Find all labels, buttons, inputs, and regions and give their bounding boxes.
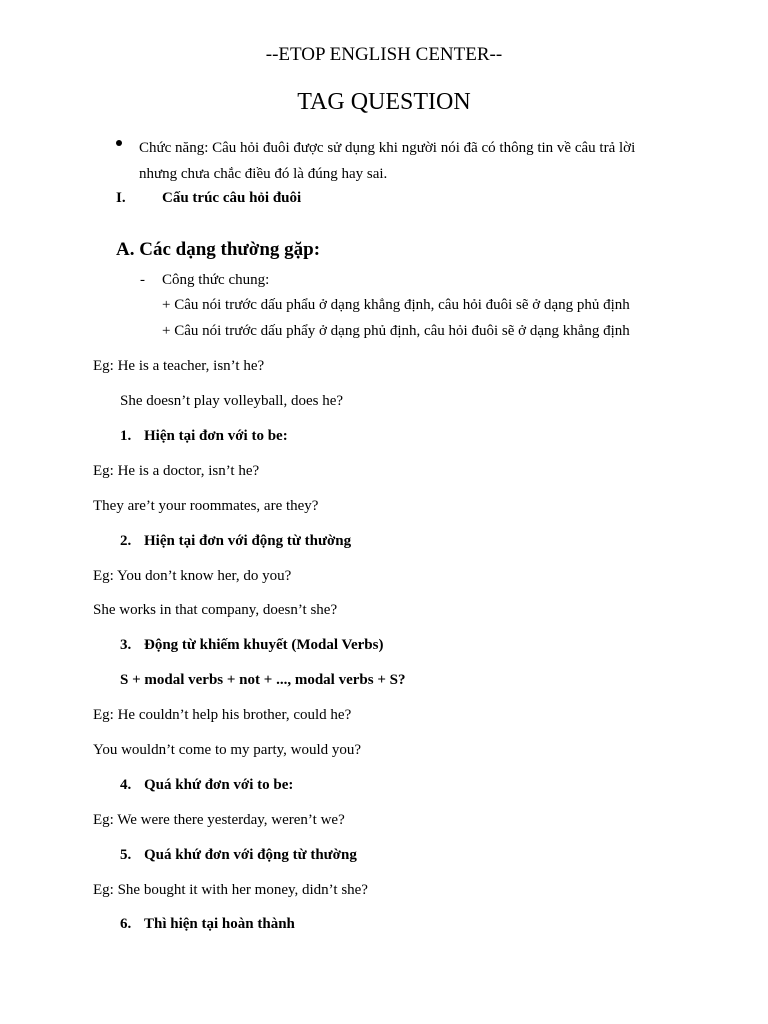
item-title: Quá khứ đơn với to be:	[144, 777, 294, 793]
example-line: Eg: You don’t know her, do you?	[93, 568, 292, 584]
intro-line-2: nhưng chưa chắc điều đó là đúng hay sai.	[139, 166, 388, 182]
item-number: 4.	[120, 777, 132, 793]
dash-marker: -	[140, 272, 145, 288]
example-general-1: Eg: He is a teacher, isn’t he?	[93, 358, 265, 374]
example-line: Eg: We were there yesterday, weren’t we?	[93, 812, 345, 828]
example-line: Eg: He is a doctor, isn’t he?	[93, 463, 260, 479]
rule-negative: + Câu nói trước dấu phẩy ở dạng phủ định, câu hỏi đuôi sẽ ở dạng khẳng định	[162, 323, 630, 339]
item-title: Hiện tại đơn với to be:	[144, 428, 288, 444]
example-line: They are’t your roommates, are they?	[93, 498, 319, 514]
example-line: Eg: She bought it with her money, didn’t she?	[93, 882, 368, 898]
document-title: TAG QUESTION	[297, 89, 471, 115]
item-number: 1.	[120, 428, 132, 444]
example-general-2: She doesn’t play volleyball, does he?	[120, 393, 344, 409]
item-number: 2.	[120, 533, 132, 549]
section-1-numeral: I.	[116, 190, 126, 206]
formula-label: Công thức chung:	[162, 272, 270, 288]
item-title: Quá khứ đơn với động từ thường	[144, 847, 357, 863]
rule-affirmative: + Câu nói trước dấu phẩu ở dạng khẳng định, câu hỏi đuôi sẽ ở dạng phủ định	[162, 297, 630, 313]
item-title: Động từ khiếm khuyết (Modal Verbs)	[144, 637, 384, 653]
bullet-icon	[116, 140, 122, 146]
example-line: You wouldn’t come to my party, would you?	[93, 742, 362, 758]
section-1-title: Cấu trúc câu hỏi đuôi	[162, 190, 302, 206]
item-title: Thì hiện tại hoàn thành	[144, 916, 295, 932]
center-name-header: --ETOP ENGLISH CENTER--	[265, 44, 503, 65]
item-number: 3.	[120, 637, 132, 653]
modal-formula: S + modal verbs + not + ..., modal verbs + S?	[120, 672, 406, 688]
item-title: Hiện tại đơn với động từ thường	[144, 533, 352, 549]
intro-line-1: Chức năng: Câu hỏi đuôi được sử dụng khi người nói đã có thông tin về câu trả lời	[139, 140, 636, 156]
example-line: She works in that company, doesn’t she?	[93, 602, 338, 618]
section-a-heading: A. Các dạng thường gặp:	[116, 239, 321, 260]
item-number: 5.	[120, 847, 132, 863]
item-number: 6.	[120, 916, 132, 932]
example-line: Eg: He couldn’t help his brother, could he?	[93, 707, 352, 723]
